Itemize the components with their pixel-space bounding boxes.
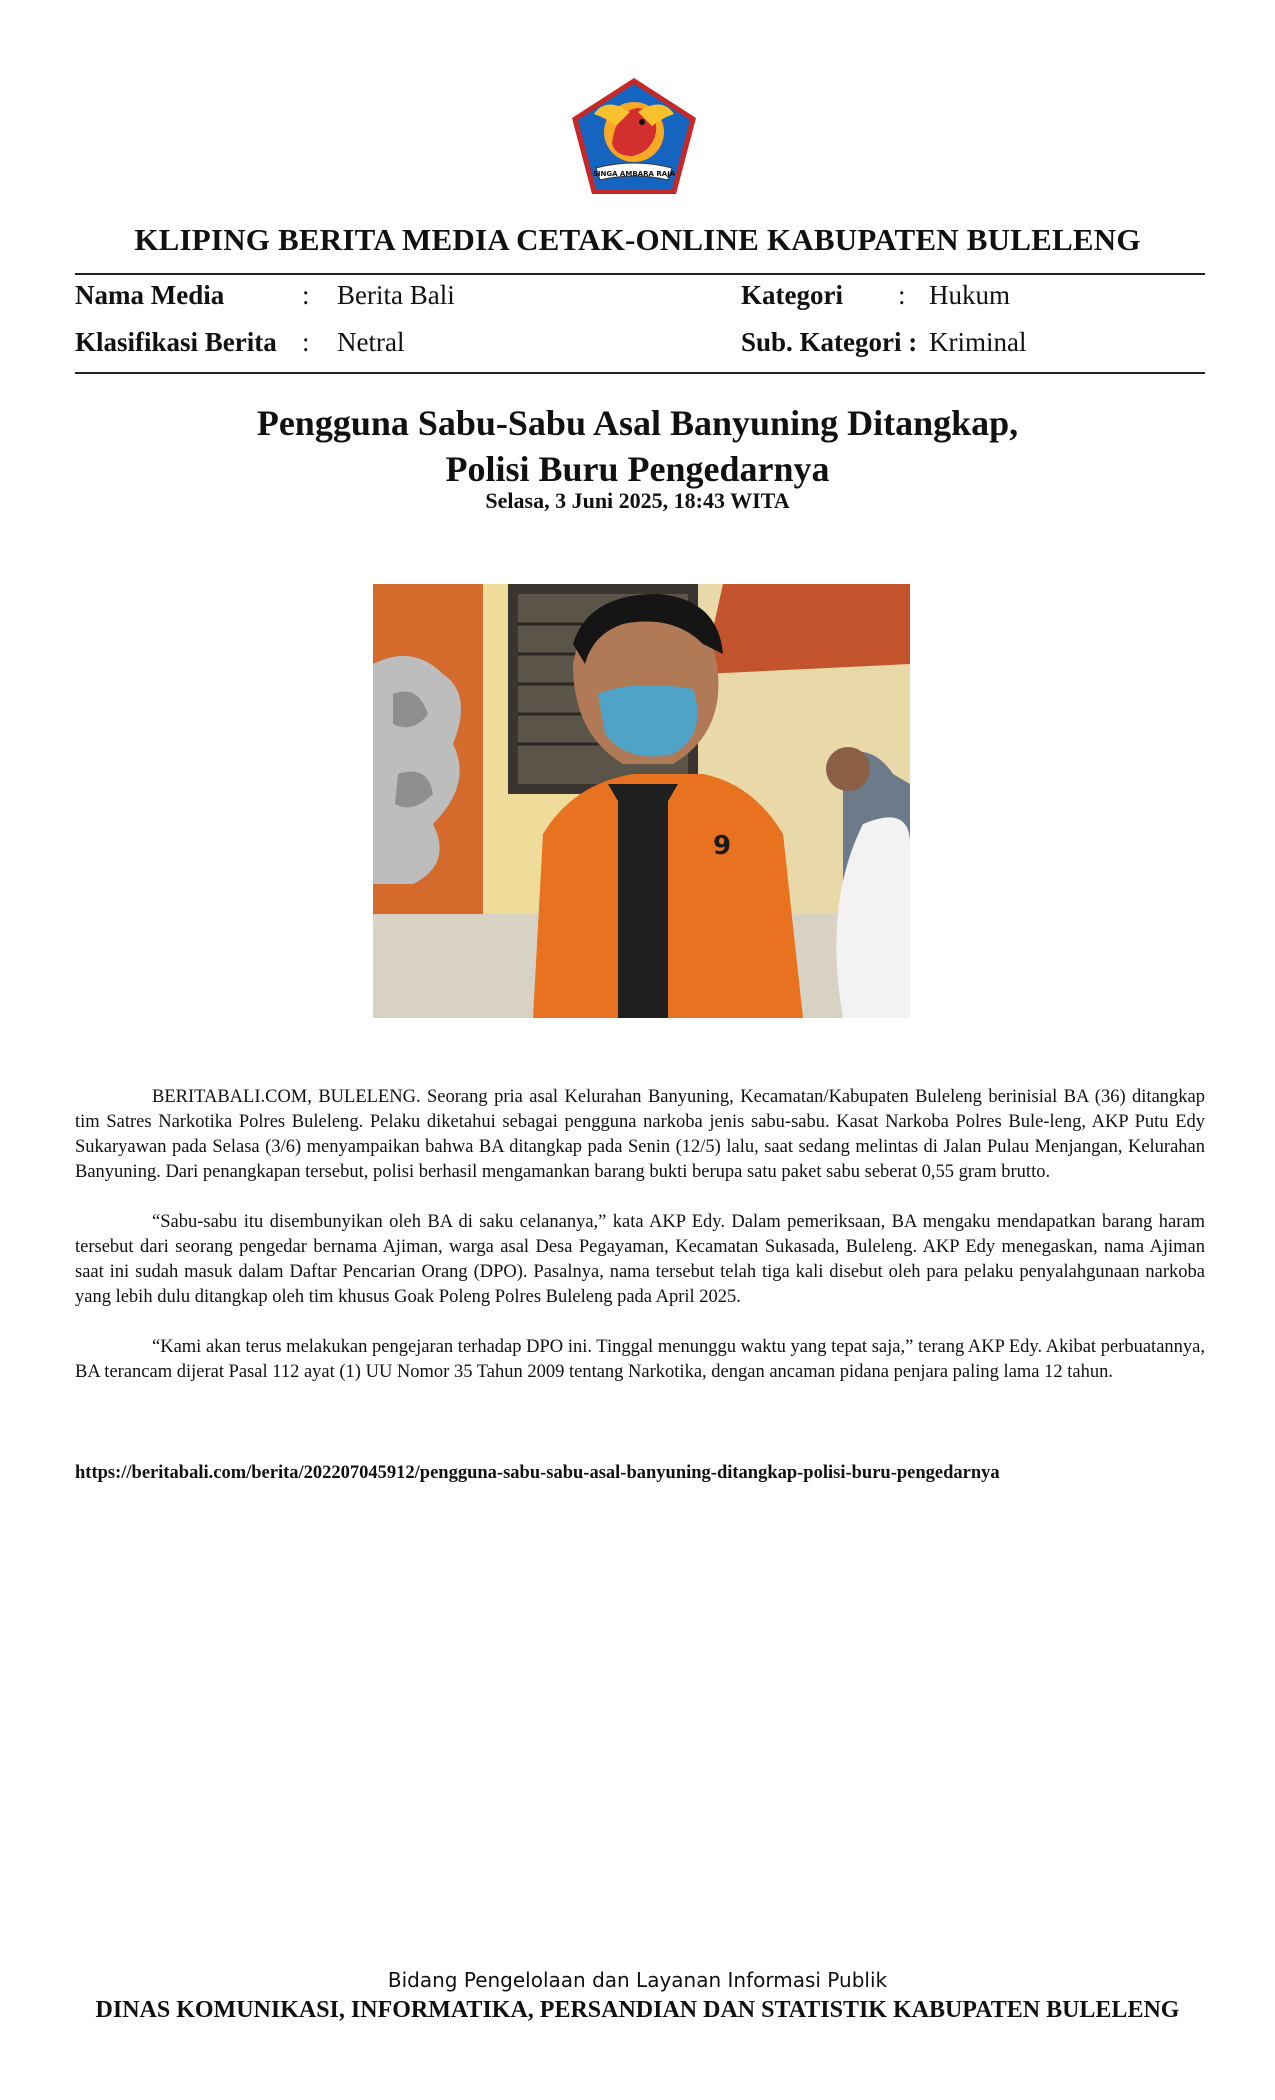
footer-agency: DINAS KOMUNIKASI, INFORMATIKA, PERSANDIAN DAN STATISTIK KABUPATEN BULELENG <box>95 1997 1180 2023</box>
article-paragraph-1: BERITABALI.COM, BULELENG. Seorang pria asal Kelurahan Banyuning, Kecamatan/Kabupaten Buleleng berinisial BA (36) ditangkap tim Satres Narkotika Polres Buleleng. Pelaku diketahui sebagai pengguna narkoba jenis sabu-sabu. Kasat Narkoba Polres Bule-leng, AKP Putu Edy Sukaryawan pada Selasa (3/6) menyampaikan bahwa BA ditangkap pada Senin (12/5) lalu, saat sedang melintas di Jalan Pulau Menjangan, Kelurahan Banyuning. Dari penangkapan tersebut, polisi berhasil mengamankan barang bukti berupa satu paket sabu seberat 0,55 gram brutto. <box>75 1087 1205 1182</box>
kategori-value: Hukum <box>929 280 1010 310</box>
headline-line-2: Polisi Buru Pengedarnya <box>445 449 830 489</box>
meta-row-media <box>75 280 1205 320</box>
article-source-url[interactable]: https://beritabali.com/berita/202207045912/pengguna-sabu-sabu-asal-banyuning-ditangkap-polisi-buru-pengedarnya <box>75 1463 1000 1483</box>
sub-kategori-value: Kriminal <box>929 327 1027 357</box>
nama-media-label: Nama Media <box>75 280 225 310</box>
article-paragraph-2: “Sabu-sabu itu disembunyikan oleh BA di saku celananya,” kata AKP Edy. Dalam pemeriksaan, BA mengaku mendapatkan barang haram tersebut dari seorang pengedar bernama Ajiman, warga asal Desa Pegayaman, Kecamatan Sukasada, Buleleng. AKP Edy menegaskan, nama Ajiman saat ini sudah masuk dalam Daftar Pencarian Orang (DPO). Pasalnya, nama tersebut telah tiga kali disebut oleh para pelaku penyalahgunaan narkoba yang lebih dulu ditangkap oleh tim khusus Goak Poleng Polres Buleleng pada April 2025. <box>75 1212 1205 1307</box>
singa-ambara-raja-emblem-icon <box>566 74 702 200</box>
svg-text:9: 9 <box>713 831 732 861</box>
header-top-divider <box>75 273 1205 275</box>
meta-row-classification <box>75 327 1205 367</box>
article-paragraph-3: “Kami akan terus melakukan pengejaran terhadap DPO ini. Tinggal menunggu waktu yang tepat saja,” terang AKP Edy. Akibat perbuatannya, BA terancam dijerat Pasal 112 ayat (1) UU Nomor 35 Tahun 2009 tentang Narkotika, dengan ancaman pidana penjara paling lama 12 tahun. <box>75 1337 1205 1382</box>
footer-department: Bidang Pengelolaan dan Layanan Informasi Publik <box>387 1968 888 1992</box>
logo-motto-text: SINGA AMBARA RAJA <box>592 170 676 178</box>
nama-media-value: Berita Bali <box>337 280 455 310</box>
klasifikasi-value: Netral <box>337 327 405 357</box>
suspect-photo-icon <box>373 584 910 1018</box>
article-body <box>75 1085 1205 1410</box>
header-bottom-divider <box>75 372 1205 374</box>
article-dateline: Selasa, 3 Juni 2025, 18:43 WITA <box>485 488 790 513</box>
kategori-separator: : <box>898 280 906 310</box>
klasifikasi-label: Klasifikasi Berita <box>75 327 277 357</box>
page-header-title: KLIPING BERITA MEDIA CETAK-ONLINE KABUPATEN BULELENG <box>134 222 1141 257</box>
sub-kategori-label: Sub. Kategori : <box>741 327 918 357</box>
klasifikasi-separator: : <box>302 327 310 357</box>
kategori-label: Kategori <box>741 280 843 310</box>
headline-line-1: Pengguna Sabu-Sabu Asal Banyuning Ditangkap, <box>256 403 1019 443</box>
article-headline <box>0 400 1275 492</box>
nama-media-separator: : <box>302 280 310 310</box>
